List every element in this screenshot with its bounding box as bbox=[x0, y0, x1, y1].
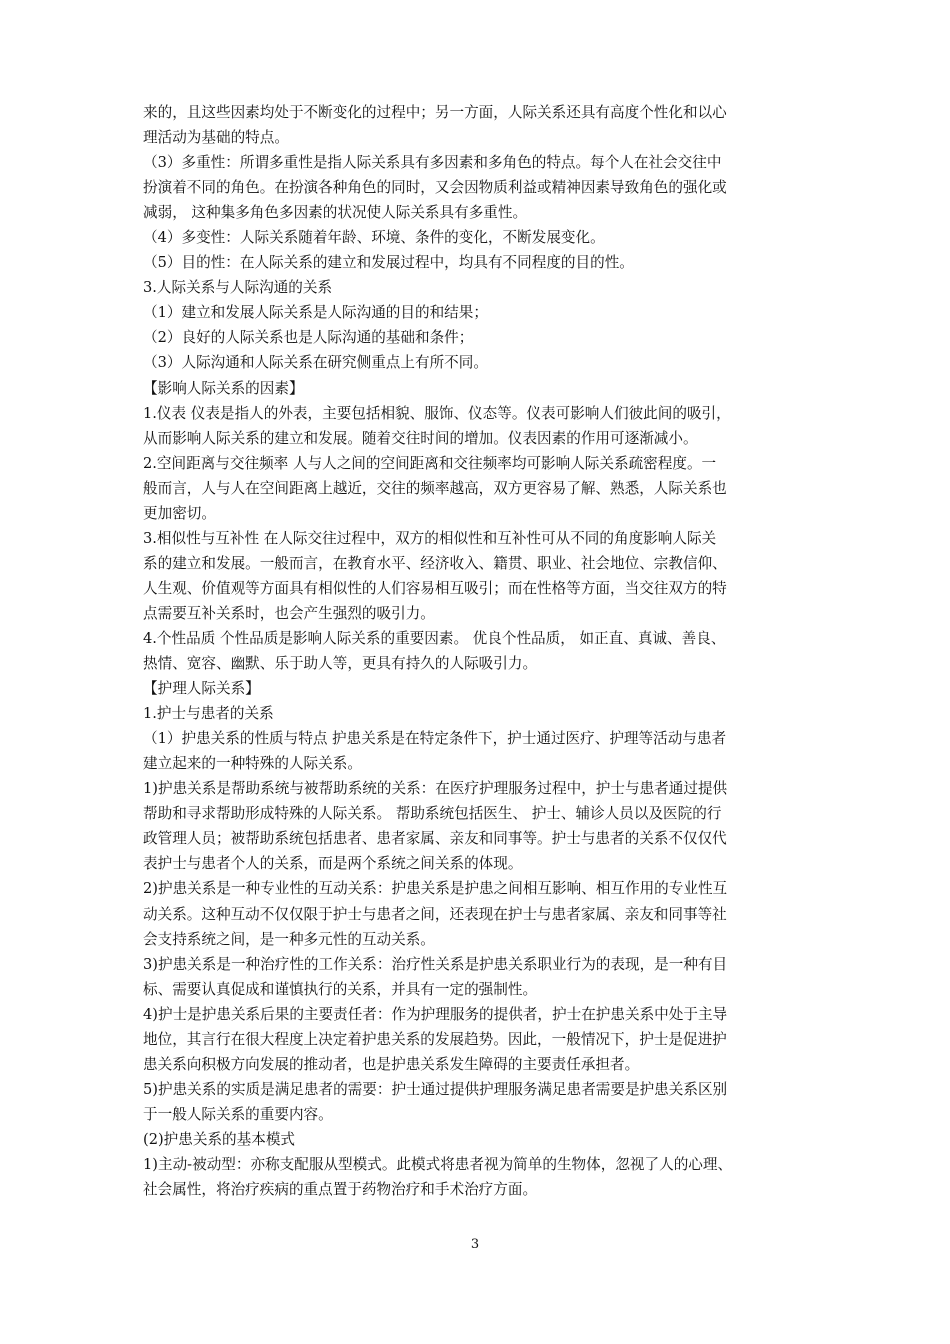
text-line: 人生观、价值观等方面具有相似性的人们容易相互吸引；而在性格等方面，当交往双方的特 bbox=[143, 579, 727, 597]
text-line: 5)护患关系的实质是满足患者的需要：护士通过提供护理服务满足患者需要是护患关系区别 bbox=[143, 1080, 728, 1098]
text-line: 帮助和寻求帮助形成特殊的人际关系。 帮助系统包括医生、 护士、辅诊人员以及医院的行 bbox=[143, 805, 722, 823]
page-body bbox=[143, 100, 813, 1202]
section-heading: 3.人际关系与人际沟通的关系 bbox=[143, 279, 333, 297]
text-line: 地位，其言行在很大程度上决定着护患关系的发展趋势。因此，一般情况下，护士是促进护 bbox=[143, 1030, 727, 1048]
text-line: 表护士与患者个人的关系，而是两个系统之间关系的体现。 bbox=[143, 855, 523, 873]
text-line: 来的，且这些因素均处于不断变化的过程中；另一方面，人际关系还具有高度个性化和以心 bbox=[143, 104, 727, 121]
text-line: 2)护患关系是一种专业性的互动关系：护患关系是护患之间相互影响、相互作用的专业性互 bbox=[143, 880, 728, 898]
text-line: 患关系向积极方向发展的推动者，也是护患关系发生障碍的主要责任承担者。 bbox=[143, 1055, 640, 1073]
text-line: （3）人际沟通和人际关系在研究侧重点上有所不同。 bbox=[143, 354, 488, 372]
text-line: （4）多变性：人际关系随着年龄、环境、条件的变化，不断发展变化。 bbox=[143, 229, 605, 247]
text-line: 1)主动-被动型：亦称支配服从型模式。此模式将患者视为简单的生物体，忽视了人的心理、 bbox=[143, 1155, 733, 1173]
text-line: （2）良好的人际关系也是人际沟通的基础和条件； bbox=[143, 329, 474, 347]
text-line: 于一般人际关系的重要内容。 bbox=[143, 1105, 333, 1123]
text-line: 1)护患关系是帮助系统与被帮助系统的关系：在医疗护理服务过程中，护士与患者通过提供 bbox=[143, 780, 728, 798]
text-line: 3.相似性与互补性 在人际交往过程中，双方的相似性和互补性可从不同的角度影响人际关 bbox=[143, 529, 717, 547]
section-heading: 【影响人际关系的因素】 bbox=[143, 379, 304, 397]
text-line: 会支持系统之间，是一种多元性的互动关系。 bbox=[143, 930, 435, 948]
text-line: （1）建立和发展人际关系是人际沟通的目的和结果； bbox=[143, 304, 488, 322]
text-line: （5）目的性：在人际关系的建立和发展过程中，均具有不同程度的目的性。 bbox=[143, 254, 634, 272]
section-heading: (2)护患关系的基本模式 bbox=[143, 1130, 296, 1148]
text-line: 1.仪表 仪表是指人的外表，主要包括相貌、服饰、仪态等。仪表可影响人们彼此间的吸引， bbox=[143, 404, 731, 422]
text-line: 扮演着不同的角色。在扮演各种角色的同时，又会因物质利益或精神因素导致角色的强化或 bbox=[143, 179, 727, 197]
text-line: 4.个性品质 个性品质是影响人际关系的重要因素。 优良个性品质， 如正直、真诚、善良、 bbox=[143, 629, 726, 647]
text-line: 般而言，人与人在空间距离上越近，交往的频率越高，双方更容易了解、熟悉，人际关系也 bbox=[143, 479, 727, 497]
section-heading: 【护理人际关系】 bbox=[143, 680, 260, 698]
text-line: 更加密切。 bbox=[143, 504, 216, 522]
text-line: （3）多重性：所谓多重性是指人际关系具有多因素和多角色的特点。每个人在社会交往中 bbox=[143, 154, 722, 172]
text-line: 社会属性，将治疗疾病的重点置于药物治疗和手术治疗方面。 bbox=[143, 1181, 538, 1199]
text-line: 从而影响人际关系的建立和发展。随着交往时间的增加。仪表因素的作用可逐渐减小。 bbox=[143, 429, 698, 447]
text-line: 4)护士是护患关系后果的主要责任者：作为护理服务的提供者，护士在护患关系中处于主导 bbox=[143, 1005, 728, 1023]
text-line: 点需要互补关系时，也会产生强烈的吸引力。 bbox=[143, 604, 435, 622]
text-line: 热情、宽容、幽默、乐于助人等，更具有持久的人际吸引力。 bbox=[143, 655, 538, 673]
text-line: 建立起来的一种特殊的人际关系。 bbox=[143, 755, 362, 773]
text-line: 3)护患关系是一种治疗性的工作关系：治疗性关系是护患关系职业行为的表现，是一种有目 bbox=[143, 955, 728, 973]
text-line: 动关系。这种互动不仅仅限于护士与患者之间，还表现在护士与患者家属、亲友和同事等社 bbox=[143, 905, 727, 923]
text-line: 政管理人员；被帮助系统包括患者、患者家属、亲友和同事等。护士与患者的关系不仅仅代 bbox=[143, 830, 727, 848]
text-line: 理活动为基础的特点。 bbox=[143, 129, 289, 147]
text-line: 减弱， 这种集多角色多因素的状况使人际关系具有多重性。 bbox=[143, 204, 528, 222]
text-line: 2.空间距离与交往频率 人与人之间的空间距离和交往频率均可影响人际关系疏密程度。一 bbox=[143, 454, 717, 472]
text-line: （1）护患关系的性质与特点 护患关系是在特定条件下，护士通过医疗、护理等活动与患者 bbox=[143, 730, 727, 748]
text-line: 标、需要认真促成和谨慎执行的关系，并具有一定的强制性。 bbox=[143, 980, 538, 998]
section-heading: 1.护士与患者的关系 bbox=[143, 705, 274, 723]
text-line: 系的建立和发展。一般而言，在教育水平、经济收入、籍贯、职业、社会地位、宗教信仰、 bbox=[143, 554, 727, 572]
page-number: 3 bbox=[470, 1237, 480, 1252]
